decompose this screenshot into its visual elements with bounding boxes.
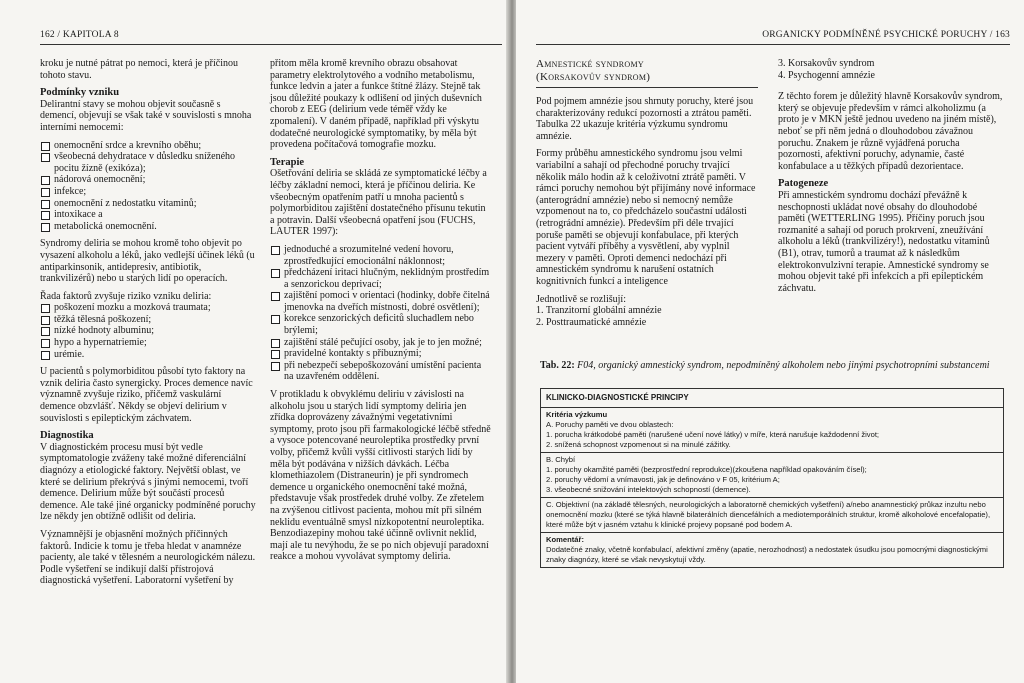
- factors-paragraph: Řada faktorů zvyšuje riziko vzniku deliria:: [40, 290, 212, 302]
- criteria-item: 3. všeobecné snižování intelektových schopností (demence).: [546, 485, 751, 494]
- criteria-item: 1. poruchy okamžité paměti (bezprostřední reprodukce)(zkoušena například opakováním čísel);: [546, 465, 867, 474]
- types-intro: Jednotlivě se rozlišují:: [536, 293, 626, 305]
- criteria-item: 2. snížená schopnost vzpomenout si na minulé zážitky.: [546, 440, 731, 449]
- criteria-b-head: B. Chybí: [546, 455, 576, 464]
- list-item: nízké hodnoty albuminu;: [40, 325, 258, 337]
- table-caption: [540, 360, 1000, 372]
- heading-conditions: Podmínky vzniku: [40, 87, 120, 99]
- criteria-table: [540, 388, 1004, 568]
- left-column-2: [270, 58, 492, 569]
- heading-pathogenesis: Patogeneze: [778, 178, 829, 190]
- section-title-amnestic: Amnestické syndromy: [536, 58, 644, 70]
- list-item: při nebezpečí sebepoškozování umístění pacienta na uzavřeném oddělení.: [270, 360, 492, 383]
- table-caption-text: F04, organický amnestický syndrom, nepodmíněný alkoholem nebo jinými psychotropními substancemi: [577, 360, 990, 371]
- contrast-paragraph: V protikladu k obvyklému deliriu v závislosti na alkoholu jsou u starých lidí symptomy deliria jen zřídka doprovázeny závažnými vegetativními symptomy, proto jsou při farmakologické léčbě středně a vysoce potencované neuroleptika prostředky první volby, přičemž kvůli vyšší citlivosti starých lidí by měla být podávána v nižších dávkách. Léčba klomethiazolem (Distraneurin) je při syndromech demence u organického onemocnění také možná, představuje však prostředek druhé volby. Ze zřetelem na zvýšenou citlivost pacienta, mohou mít při silném neklidu eventuálně smysl nízkopotentní neuroleptika. Benzodiazepiny mohou také účinně ovlivnit neklid, mají ale tu nevýhodu, že se po nich objevují paradoxní reakce a mohou vyvolávat symptomy deliria.: [270, 389, 491, 563]
- left-page: [0, 0, 508, 683]
- list-item: předcházení iritaci hlučným, neklidným prostředím a senzorickou deprivací;: [270, 267, 492, 290]
- left-column-1: [40, 58, 258, 593]
- intro-paragraph: kroku je nutné pátrat po nemoci, která je příčinou tohoto stavu.: [40, 58, 238, 81]
- therapy-paragraph: Ošetřování deliria se skládá ze symptomatické léčby a léčby základní nemoci, která je příčinou deliria. Ke všeobecným opatřením patří u mnoha pacientů s polymorbiditou zajištění dostatečného přísunu tekutin a potravin. Další všeobecná opatření jsou (FUCHS, LAUTER 1997):: [270, 168, 487, 238]
- disease-list: [40, 140, 258, 233]
- table-row-a: [541, 408, 1003, 453]
- criteria-item: 1. porucha krátkodobé paměti (narušené učení nové látky) v míře, která narušuje každodenní život;: [546, 430, 880, 439]
- right-column-2: [778, 58, 1004, 300]
- list-item: jednoduché a srozumitelné vedení hovoru, zprostředkující emocionální náklonnost;: [270, 244, 492, 267]
- criteria-item: 2. poruchy vědomí a vnímavosti, jak je definováno v F 05, kritérium A;: [546, 475, 780, 484]
- list-item: zajištění pomoci v orientaci (hodinky, dobře čitelná jmenovka na dveřích místnosti, dobré osvětlení);: [270, 290, 492, 313]
- criteria-c-text: C. Objektivní (na základě tělesných, neurologických a laboratorně chemických vyšetření) a/nebo anamnestický průkaz inzultu nebo onemocnění mozku (které se týká hlavně bilaterálních diencefálních a mediotemporálních struktur, kromě alkoholové encefalopatie), které může být v jasném vztahu k klinické projevy popsané pod bodem A.: [546, 500, 991, 529]
- table-caption-label: Tab. 22:: [540, 360, 575, 371]
- list-item: onemocnění z nedostatku vitaminů;: [40, 198, 258, 210]
- list-item: intoxikace a: [40, 209, 258, 221]
- pathogenesis-paragraph: Při amnestickém syndromu dochází převážně k neschopnosti ukládat nové obsahy do dlouhodobé paměti (WETTERLING 1995). Příčiny poruch jsou rozmanité a sahají od poruch prokrvení, zneužívání alkoholu a léků (trankvilizéry!), nedostatku vitaminů (B1), otrav, tumorů a traumat až k následkům elektrokonvulzivní terapie. Amnestické syndromy se mohou objevit také při infekcích a při epileptickém záchvatu.: [778, 189, 990, 294]
- list-item: pravidelné kontakty s příbuznými;: [270, 348, 492, 360]
- polymorbid-paragraph: U pacientů s polymorbiditou působí tyto faktory na vznik deliria často synergicky. Proces demence navíc významně zvyšuje riziko, přičemž vaskulární demence obzvlášť. Někdy se objeví delirium v souvislosti s epileptickým záchvatem.: [40, 366, 253, 424]
- comment-title: Komentář:: [546, 535, 584, 544]
- right-column-1: [536, 58, 758, 328]
- list-item: poškození mozku a mozková traumata;: [40, 302, 258, 314]
- list-item: těžká tělesná poškození;: [40, 314, 258, 326]
- comment-text: Dodatečné znaky, včetně konfabulací, afektivní změny (apatie, nerozhodnost) a nedostatek úsudku jsou pomocnými diagnostickými znaky diagnózy, které se však nevyskytují vždy.: [546, 545, 988, 564]
- type-item: 2. Posttraumatické amnézie: [536, 316, 647, 328]
- table-row-b: [541, 453, 1003, 498]
- right-header-rule: [536, 44, 1010, 45]
- continue-paragraph: přitom měla kromě krevního obrazu obsahovat parametry elektrolytového a vodního metabolismu, funkce ledvin a jater a funkce štítné žlázy. Stejně tak jsou důležité poukazy k odlišení od jiných duševních chorob z EEG (delirium vede téměř vždy ke zpomalení). V daném případě, například při výskytu dodatečné neurologické symptomatiky, by měla být provedena počítačová tomografie mozku.: [270, 58, 482, 151]
- factor-list: [40, 302, 258, 360]
- left-page-header: 162 / KAPITOLA 8: [40, 30, 119, 40]
- title-rule: [536, 87, 758, 88]
- criteria-a-head: A. Poruchy paměti ve dvou oblastech:: [546, 420, 674, 429]
- conditions-paragraph: Delirantní stavy se mohou objevit současně s demencí, objevují se však také v souvislosti s mnoha interními nemocemi:: [40, 98, 252, 133]
- section-title-korsakov: (Korsakovův syndrom): [536, 71, 651, 83]
- list-item: nádorová onemocnění;: [40, 174, 258, 186]
- list-item: všeobecná dehydratace v důsledku sníženého pocitu žízně (exikóza);: [40, 151, 258, 174]
- korsakov-paragraph: Z těchto forem je důležitý hlavně Korsakovův syndrom, který se objevuje především v rámci alkoholizmu (a proto je v MKN ještě jednou uvedeno na jiném místě), neboť se při něm jedná o dlouhodobou závažnou poruchu. Znakem je různě vyjádřená porucha pozornosti, afektivní poruchy, adynamie, časté konfabulace a u těžkých případů dezorientace.: [778, 91, 1003, 172]
- heading-therapy: Terapie: [270, 156, 305, 168]
- list-item: metabolická onemocnění.: [40, 221, 258, 233]
- measures-list: [270, 244, 492, 383]
- definition-paragraph: Pod pojmem amnézie jsou shrnuty poruchy, které jsou charakterizovány redukcí pozornosti a ztrátou paměti. Tabulka 22 ukazuje kritéria výzkumu syndromu amnézie.: [536, 96, 754, 142]
- left-header-rule: [40, 44, 502, 45]
- forms-paragraph: Formy průběhu amnestického syndromu jsou velmi variabilní a sahají od přechodné poruchy trvající několik málo hodin až k celoživotní ztrátě paměti. V rámci poruchy nemohou být přijímány nové informace (anterográdní amnézie) nebo si nemocný nemůže vzpomenout na to, co předcházelo součastní události (retrográdní amnézie). Především při déle trvající poruše paměti se objevují konfabulace, při kterých pacient vytváří příběhy a vysvětlení, aby vyplnil mezery v paměti. Oproti demenci nedochází při amnestickém syndromu k narušení ostatních kognitivních funkcí a inteligence: [536, 148, 756, 287]
- diagnosis-paragraph: V diagnostickém procesu musí být vedle symptomatologie zváženy také možné diferenciální diagnózy a etiologické faktory. Největší oblast, ve které se delirium překrývá s jinými nemocemi, tvoří demence. Delirium může být součástí procesů demence. Ale také jiné organicky podmíněné poruchy lze někdy jen obtížně odlišit od deliria.: [40, 441, 256, 523]
- list-item: hypo a hypernatriemie;: [40, 337, 258, 349]
- table-row-c: [541, 498, 1003, 533]
- type-item: 3. Korsakovův syndrom: [778, 58, 875, 69]
- list-item: infekce;: [40, 186, 258, 198]
- causes-paragraph: Významnější je objasnění možných příčinných faktorů. Indicie k tomu je třeba hledat v anamnéze pacienty, ale také v tělesném a neurologickém nálezu. Podle vyšetření se indikují další přístrojová diagnostická vyšetření. Laboratorní vyšetření by: [40, 528, 256, 587]
- right-page: [516, 0, 1024, 683]
- list-item: zajištění stálé pečující osoby, jak je to jen možné;: [270, 337, 492, 349]
- table-title: KLINICKO-DIAGNOSTICKÉ PRINCIPY: [541, 389, 1003, 408]
- list-item: korekce senzorických deficitů sluchadlem nebo brýlemi;: [270, 313, 492, 336]
- heading-diagnosis: Diagnostika: [40, 430, 94, 442]
- syndromes-paragraph: Syndromy deliria se mohou kromě toho objevit po vysazení alkoholu a léků, jako vedlejší účinek léků (u antiparkinsonik, antidepresiv, antibiotik, trankvilizérů) nebo u starých lidí po operacích.: [40, 238, 255, 285]
- list-item: onemocnění srdce a krevního oběhu;: [40, 140, 258, 152]
- table-row-comment: [541, 533, 1003, 567]
- list-item: urémie.: [40, 349, 258, 361]
- right-page-header: ORGANICKY PODMÍNĚNÉ PSYCHICKÉ PORUCHY / 163: [762, 30, 1010, 40]
- type-item: 4. Psychogenní amnézie: [778, 69, 875, 81]
- criteria-title: Kritéria výzkumu: [546, 410, 608, 419]
- type-item: 1. Tranzitorní globální amnézie: [536, 305, 662, 317]
